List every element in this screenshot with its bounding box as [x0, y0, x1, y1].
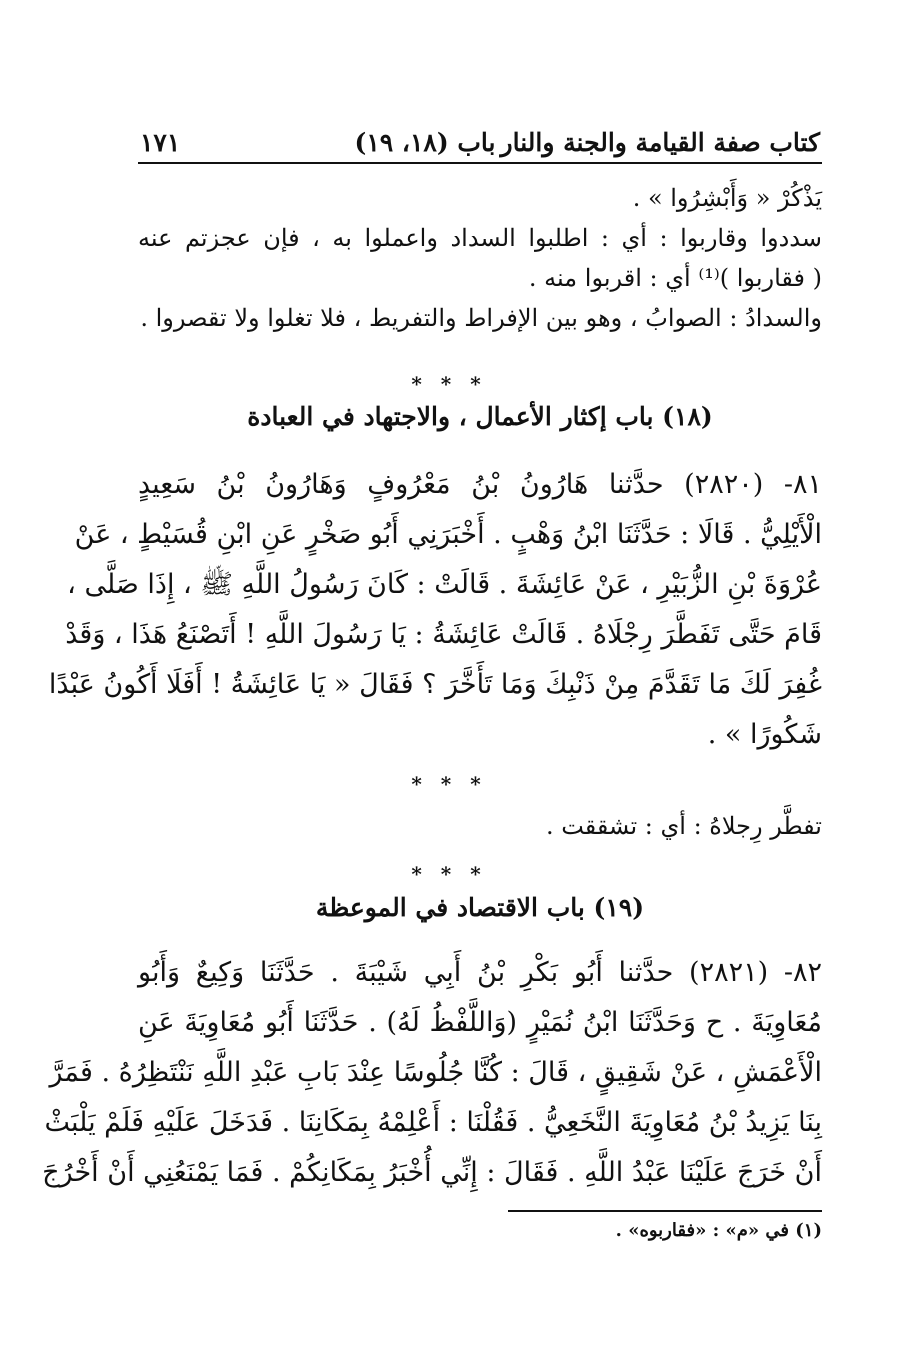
- hadith-line: بِنَا يَزِيدُ بْنُ مُعَاوِيَةَ النَّخَعِيُّ . فَقُلْنَا : أَعْلِمْهُ بِمَكَانِنَا . فَدَخَلَ عَلَيْهِ فَلَمْ يَلْبَثْ: [44, 1107, 822, 1138]
- chapter-reference: باب (١٨، ١٩): [354, 128, 496, 157]
- hadith-line: مُعَاوِيَةَ . ح وَحَدَّثَنَا ابْنُ نُمَيْرٍ (وَاللَّفْظُ لَهُ) . حَدَّثَنَا أَبُو مُعَاوِيَةَ عَنِ: [138, 1007, 822, 1038]
- book-title: كتاب صفة القيامة والجنة والنار: [500, 128, 820, 157]
- intro-commentary: [138, 178, 822, 338]
- hadith-line: شَكُورًا » .: [707, 719, 822, 750]
- hadith-line: الْأَعْمَشِ ، عَنْ شَقِيقٍ ، قَالَ : كُنَّا جُلُوسًا عِنْدَ بَابِ عَبْدِ اللَّهِ نَنْتَظِرُهُ . فَمَرَّ: [49, 1057, 822, 1088]
- hadith-81: [48, 460, 822, 760]
- intro-line: يَذْكُرْ « وَأَبْشِرُوا » .: [632, 184, 822, 212]
- header-divider: [138, 162, 822, 164]
- gloss-line: تفطَّر رِجلاهُ : أي : تشققت .: [545, 812, 822, 840]
- section-separator: * * *: [411, 372, 487, 396]
- hadith-line: ٨١- (٢٨٢٠) حدَّثنا هَارُونُ بْنُ مَعْرُوفٍ وَهَارُونُ بْنُ سَعِيدٍ: [138, 469, 822, 500]
- section-separator: * * *: [411, 772, 487, 796]
- intro-line: والسدادُ : الصوابُ ، وهو بين الإفراط والتفريط ، فلا تغلوا ولا تقصروا .: [140, 304, 822, 332]
- footnote-divider: [508, 1210, 822, 1212]
- hadith-line: الْأَيْلِيُّ . قَالَا : حَدَّثَنَا ابْنُ وَهْبٍ . أَخْبَرَنِي أَبُو صَخْرٍ عَنِ ابْنِ قُسَيْطٍ ، عَنْ: [74, 519, 822, 550]
- section-separator: * * *: [411, 862, 487, 886]
- section-18-heading: (١٨) باب إكثار الأعمال ، والاجتهاد في العبادة: [247, 402, 713, 431]
- hadith-line: قَامَ حَتَّى تَفَطَّرَ رِجْلَاهُ . قَالَتْ عَائِشَةُ : يَا رَسُولَ اللَّهِ ! أَتَصْنَعُ هَذَا ، وَقَدْ: [65, 619, 822, 650]
- section-19-heading: (١٩) باب الاقتصاد في الموعظة: [315, 893, 645, 922]
- hadith-line: غُفِرَ لَكَ مَا تَقَدَّمَ مِنْ ذَنْبِكَ وَمَا تَأَخَّرَ ؟ فَقَالَ « يَا عَائِشَةُ ! أَفَلَا أَكُونُ عَبْدًا: [48, 669, 822, 700]
- intro-line: سددوا وقاربوا : أي : اطلبوا السداد واعملوا به ، فإن عجزتم عنه: [138, 224, 822, 252]
- running-header: [140, 115, 820, 155]
- hadith-line: ٨٢- (٢٨٢١) حدَّثنا أَبُو بَكْرِ بْنُ أَبِي شَيْبَةَ . حَدَّثَنَا وَكِيعٌ وَأَبُو: [138, 957, 822, 988]
- gloss-note: [138, 806, 822, 846]
- footnote: (١) في «م» : «فقاربوه» .: [615, 1220, 822, 1241]
- page-number: ١٧١: [140, 128, 181, 157]
- intro-line: ( فقاربوا )⁽¹⁾ أي : اقربوا منه .: [528, 264, 822, 292]
- hadith-line: أَنْ خَرَجَ عَلَيْنَا عَبْدُ اللَّهِ . فَقَالَ : إِنِّي أُخْبَرُ بِمَكَانِكُمْ . فَمَا يَمْنَعُنِي أَنْ أَخْرُجَ: [42, 1157, 822, 1188]
- hadith-line: عُرْوَةَ بْنِ الزُّبَيْرِ ، عَنْ عَائِشَةَ . قَالَتْ : كَانَ رَسُولُ اللَّهِ ﷺ ، إِذَا صَلَّى ،: [67, 569, 822, 600]
- hadith-82: [42, 948, 822, 1198]
